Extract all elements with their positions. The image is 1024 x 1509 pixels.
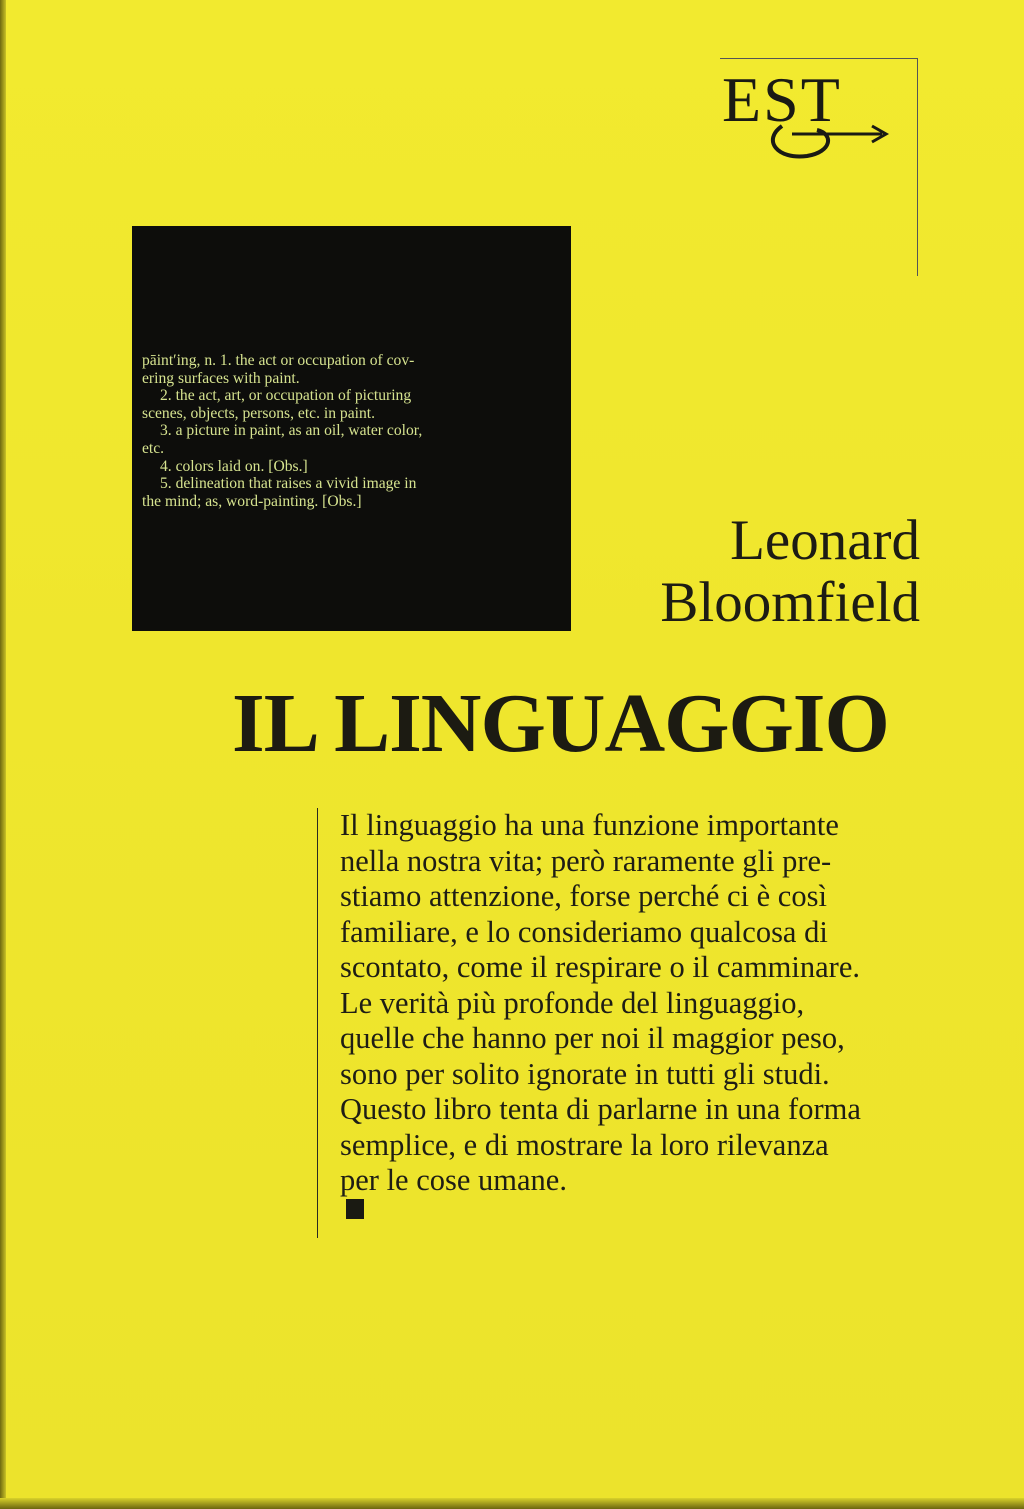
dictionary-entry-box (132, 226, 571, 631)
dictionary-entry-text (142, 352, 564, 510)
dictionary-line: 2. the act, art, or occupation of picturing (160, 387, 412, 405)
blurb-line: per le cose umane. (340, 1163, 567, 1197)
blurb-line: Il linguaggio ha una funzione importante (340, 808, 839, 842)
blurb-line: scontato, come il respirare o il camminare. (340, 950, 860, 984)
blurb-line: familiare, e lo consideriamo qualcosa di (340, 914, 828, 949)
blurb-line: semplice, e di mostrare la loro rilevanza (340, 1127, 829, 1162)
frame-line-top (720, 58, 918, 59)
author-name (660, 510, 920, 634)
blurb-line-last (340, 1163, 930, 1219)
publisher-logo (722, 64, 902, 168)
end-mark-icon (346, 1199, 364, 1219)
dictionary-line: 5. delineation that raises a vivid image in (160, 475, 417, 493)
frame-line-right (917, 58, 918, 276)
blurb-rule (317, 808, 318, 1238)
dictionary-line: pāint′ing, n. 1. the act or occupation of cov- (142, 352, 415, 369)
author-first-name: Leonard (730, 509, 920, 572)
dictionary-line: etc. (142, 439, 165, 457)
publisher-logo-text: EST (722, 64, 842, 135)
book-title: IL LINGUAGGIO (232, 677, 889, 770)
dictionary-line: 4. colors laid on. [Obs.] (160, 457, 308, 475)
dictionary-line: scenes, objects, persons, etc. in paint. (142, 404, 375, 422)
blurb-line: sono per solito ignorate in tutti gli studi. (340, 1056, 830, 1091)
dictionary-line: the mind; as, word-painting. [Obs.] (142, 492, 362, 510)
author-last-name: Bloomfield (660, 571, 920, 634)
blurb-line: nella nostra vita; però raramente gli pre- (340, 843, 832, 878)
dictionary-line: ering surfaces with paint. (142, 369, 300, 387)
blurb-line: Le verità più profonde del linguaggio, (340, 985, 805, 1020)
dictionary-line: 3. a picture in paint, as an oil, water color, (160, 422, 423, 440)
blurb-line: quelle che hanno per noi il maggior peso, (340, 1021, 845, 1055)
cover-bottom-edge (0, 1498, 1024, 1509)
blurb-line: stiamo attenzione, forse perché ci è così (340, 879, 827, 913)
cover-left-edge (0, 0, 6, 1509)
blurb-line: Questo libro tenta di parlarne in una forma (340, 1092, 861, 1126)
logo-arrow-icon (722, 64, 902, 168)
blurb-text (340, 808, 930, 1219)
